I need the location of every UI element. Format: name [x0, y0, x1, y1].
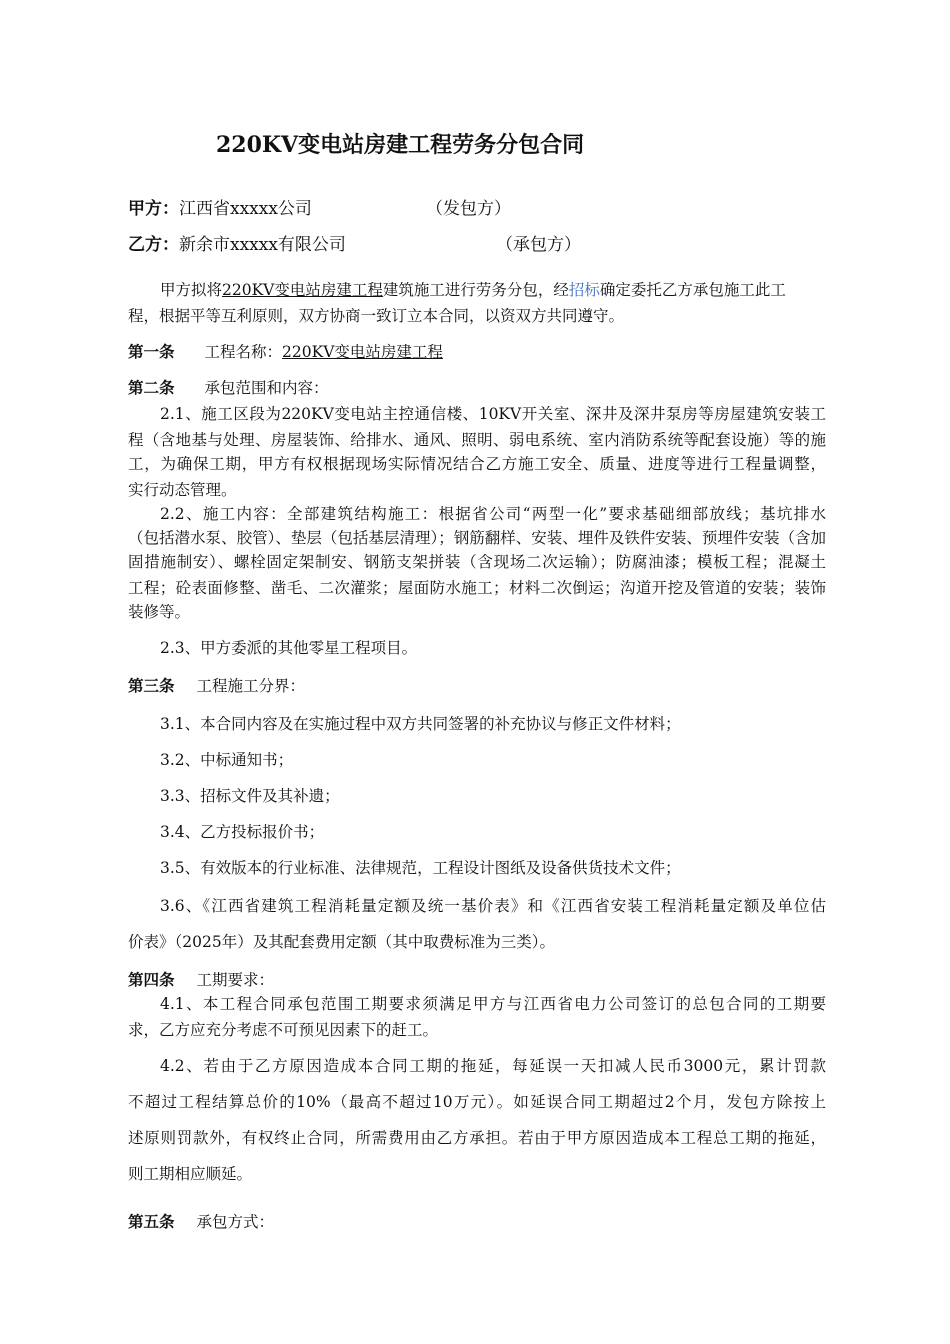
article-2-label: 第二条: [128, 378, 175, 397]
article-1-label: 第一条: [128, 342, 175, 361]
article-4-heading: 第四条 工期要求：: [128, 970, 275, 989]
article-2-p1-line: 实行动态管理。: [128, 481, 237, 499]
article-5-label: 第五条: [128, 1212, 175, 1231]
article-4-p2-line: 4.2、若由于乙方原因造成本合同工期的拖延，每延误一天扣减人民币3000元，累计罚款: [160, 1057, 826, 1075]
article-4-p2-line: 述原则罚款外，有权终止合同，所需费用由乙方承担。若由于甲方原因造成本工程总工期的拖延，: [128, 1129, 826, 1147]
party-a-line: [128, 198, 312, 220]
article-1: 第一条 工程名称：220KV变电站房建工程: [128, 342, 443, 361]
article-3-item: 3.4、乙方投标报价书；: [160, 823, 325, 841]
article-2-p1-line: 程（含地基与处理、房屋装饰、给排水、通风、照明、弱电系统、室内消防系统等配套设施）等的施: [128, 431, 826, 449]
article-4-p2-line: 不超过工程结算总价的10%（最高不超过10万元）。如延误合同工期超过2个月，发包方除按上: [128, 1093, 826, 1111]
article-3-item: 3.1、本合同内容及在实施过程中双方共同签署的补充协议与修正文件材料；: [160, 715, 681, 733]
article-3-item: 3.3、招标文件及其补遗；: [160, 787, 340, 805]
intro-line-2: 程，根据平等互利原则，双方协商一致订立本合同，以资双方共同遵守。: [128, 307, 625, 325]
article-1-project-name: 220KV变电站房建工程: [282, 343, 443, 361]
party-a-role: （发包方）: [426, 199, 511, 219]
project-name-underlined: 220KV变电站房建工程: [222, 281, 383, 299]
party-b-name: 新余市xxxxx有限公司: [179, 235, 346, 255]
intro-line-1: 甲方拟将220KV变电站房建工程建筑施工进行劳务分包，经招标确定委托乙方承包施工此工: [160, 281, 786, 299]
article-3-item6-line: 价表》（2025年）及其配套费用定额（其中取费标准为三类）。: [128, 933, 555, 951]
bidding-link[interactable]: 招标: [568, 281, 600, 299]
party-b-line: [128, 234, 346, 256]
article-4-p1-line: 4.1、本工程合同承包范围工期要求须满足甲方与江西省电力公司签订的总包合同的工期要: [160, 995, 826, 1013]
article-2-p1-line: 2.1、施工区段为220KV变电站主控通信楼、10KV开关室、深井及深井泵房等房屋建筑安装工: [160, 405, 826, 423]
party-b-label: 乙方：: [128, 235, 179, 255]
document-title: 220KV变电站房建工程劳务分包合同: [216, 132, 585, 158]
article-4-p1-line: 求，乙方应充分考虑不可预见因素下的赶工。: [128, 1021, 439, 1039]
article-2-p2-line: 工程；砼表面修整、凿毛、二次灌浆；屋面防水施工；材料二次倒运；沟道开挖及管道的安装；装饰: [128, 579, 826, 597]
article-3-heading: 第三条 工程施工分界：: [128, 676, 306, 695]
article-3-item: 3.2、中标通知书；: [160, 751, 294, 769]
article-4-label: 第四条: [128, 970, 175, 989]
party-a-label: 甲方：: [128, 199, 179, 219]
article-2-p1-line: 工，为确保工期，甲方有权根据现场实际情况结合乙方施工安全、质量、进度等进行工程量调整，: [128, 455, 826, 473]
article-2-p2-line: 装修等。: [128, 603, 191, 621]
article-3-label: 第三条: [128, 676, 175, 695]
article-2-p2-line: （包括潜水泵、胶管）、垫层（包括基层清理）；钢筋翻样、安装、埋件及铁件安装、预埋件安装（含加: [128, 529, 826, 547]
article-2-p2-line: 固措施制安）、螺栓固定架制安、钢筋支架拼装（含现场二次运输）；防腐油漆；模板工程；混凝土: [128, 553, 826, 571]
article-2-p2-line: 2.2、施工内容：全部建筑结构施工：根据省公司“两型一化”要求基础细部放线；基坑排水: [160, 505, 826, 523]
article-3-item: 3.5、有效版本的行业标准、法律规范，工程设计图纸及设备供货技术文件；: [160, 859, 681, 877]
article-2-heading: 第二条 承包范围和内容：: [128, 378, 329, 397]
article-3-item6-line: 3.6、《江西省建筑工程消耗量定额及统一基价表》和《江西省安装工程消耗量定额及单位估: [160, 897, 826, 915]
party-a-name: 江西省xxxxx公司: [179, 199, 312, 219]
party-b-role: （承包方）: [496, 235, 581, 255]
article-2-paragraph-3: 2.3、甲方委派的其他零星工程项目。: [160, 639, 418, 657]
article-4-p2-line: 则工期相应顺延。: [128, 1165, 253, 1183]
article-5-heading: 第五条 承包方式：: [128, 1212, 275, 1231]
